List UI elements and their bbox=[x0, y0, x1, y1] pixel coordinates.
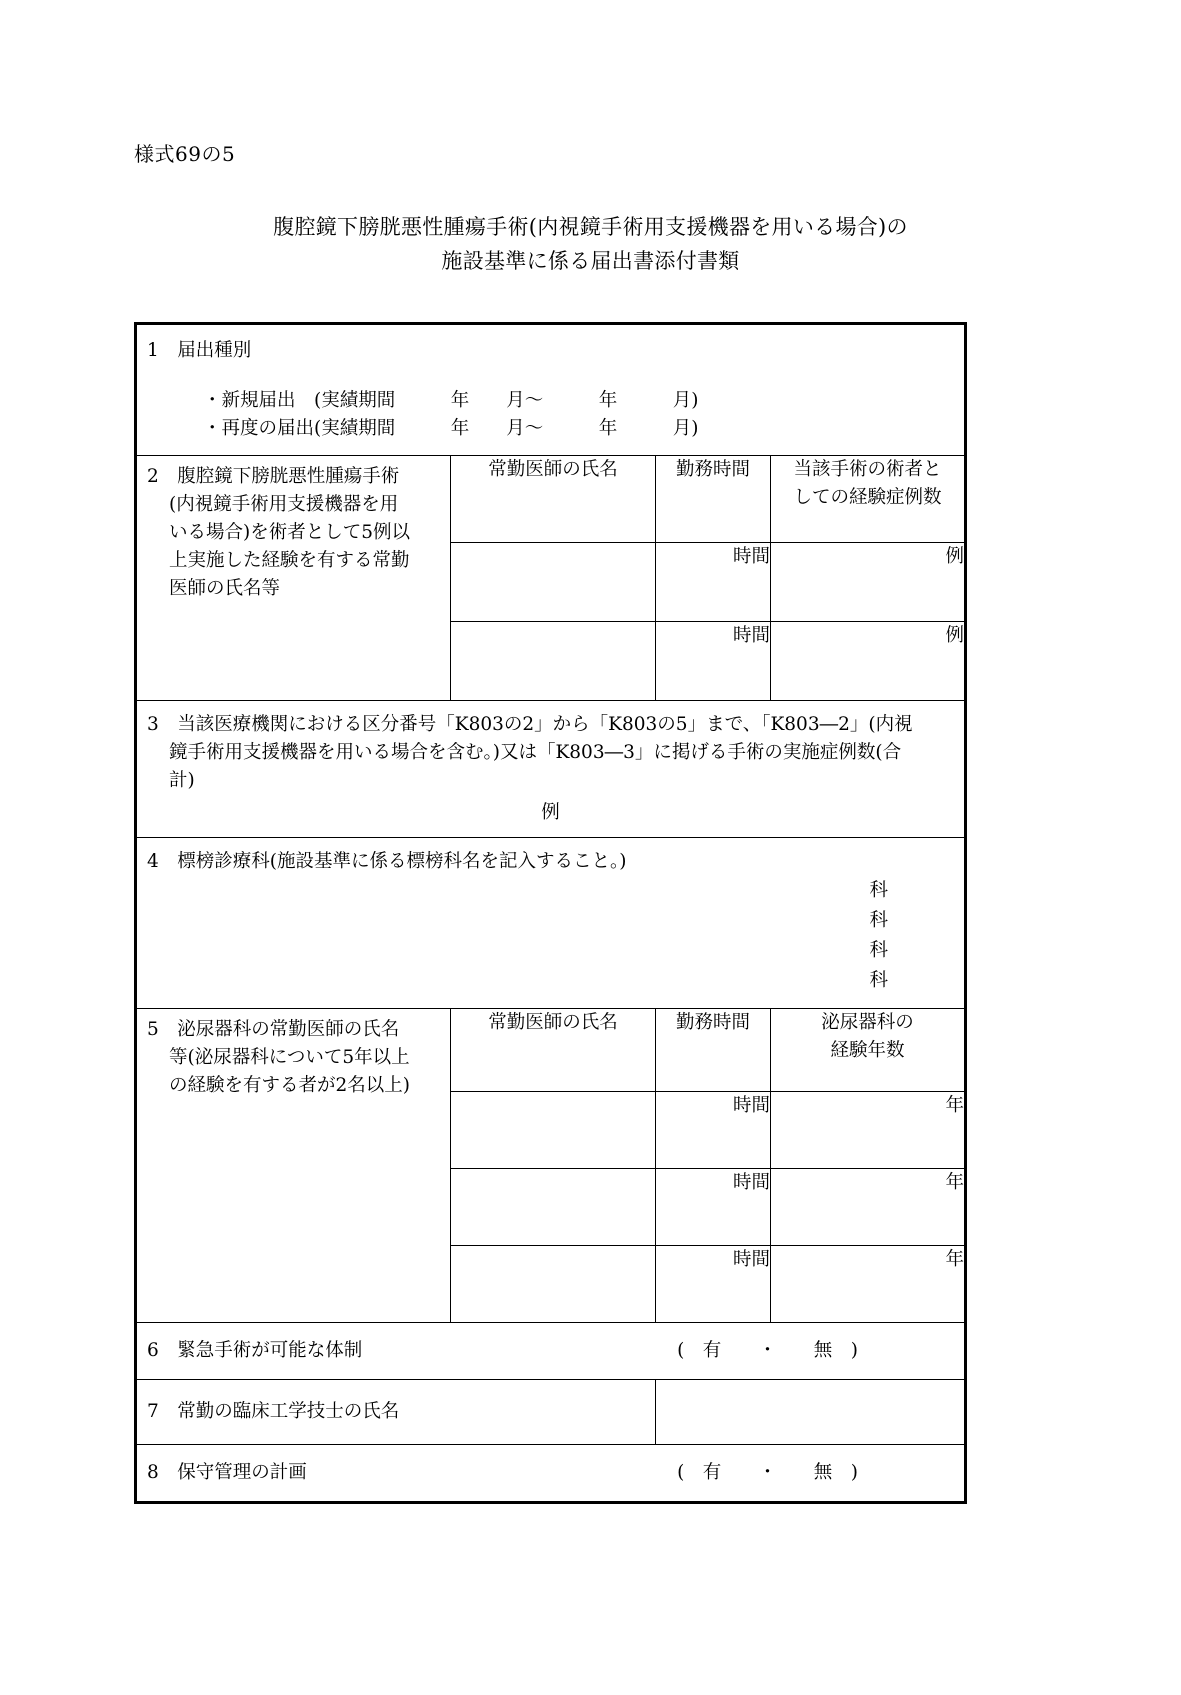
section-3-line-1: 3 当該医療機関における区分番号「K803の2」から「K803の5」まで、「K803―2」(内視 bbox=[147, 714, 913, 735]
title-line-1: 腹腔鏡下膀胱悪性腫瘍手術(内視鏡手術用支援機器を用いる場合)の bbox=[273, 215, 908, 239]
section-6-cell bbox=[136, 1323, 966, 1380]
section-2-label-line-4: 上実施した経験を有する常勤 bbox=[169, 550, 410, 571]
section-2-col-header-experience bbox=[771, 456, 966, 543]
section-4-department-3[interactable]: 科 bbox=[869, 940, 888, 961]
section-7-row bbox=[136, 1380, 966, 1445]
section-1-cell bbox=[136, 324, 966, 456]
section-2-name-input-2[interactable] bbox=[451, 622, 656, 701]
section-8-label: 8 保守管理の計画 bbox=[147, 1462, 307, 1483]
section-5-years-unit-3[interactable]: 年 bbox=[771, 1246, 966, 1323]
section-3-line-2: 鏡手術用支援機器を用いる場合を含む。)又は「K803―3」に掲げる手術の実施症例数(合 bbox=[169, 742, 902, 763]
section-3-row bbox=[136, 701, 966, 838]
section-5-col-header-years-line-1: 泌尿器科の bbox=[821, 1012, 914, 1033]
section-3-case-count-unit[interactable]: 例 bbox=[541, 802, 560, 823]
section-5-name-input-3[interactable] bbox=[451, 1246, 656, 1323]
section-2-cases-unit-2[interactable]: 例 bbox=[771, 622, 966, 701]
section-4-department-1[interactable]: 科 bbox=[869, 880, 888, 901]
section-2-col-header-experience-line-2: しての経験症例数 bbox=[793, 487, 942, 508]
section-2-col-header-name: 常勤医師の氏名 bbox=[451, 456, 656, 543]
section-3-line-3: 計) bbox=[169, 770, 195, 791]
section-7-label: 7 常勤の臨床工学技士の氏名 bbox=[147, 1401, 400, 1422]
section-3-cell bbox=[136, 701, 966, 838]
form-number: 様式69の5 bbox=[134, 142, 236, 166]
section-5-years-unit-1[interactable]: 年 bbox=[771, 1092, 966, 1169]
section-5-years-unit-2[interactable]: 年 bbox=[771, 1169, 966, 1246]
section-7-value-input[interactable] bbox=[656, 1380, 966, 1445]
section-2-label-line-3: いる場合)を術者として5例以 bbox=[169, 522, 410, 543]
section-5-col-header-hours: 勤務時間 bbox=[656, 1009, 771, 1092]
section-8-choice[interactable]: ( 有 ・ 無 ) bbox=[677, 1462, 858, 1483]
form-table bbox=[134, 322, 967, 1504]
section-2-cases-unit-1[interactable]: 例 bbox=[771, 543, 966, 622]
section-2-name-input-1[interactable] bbox=[451, 543, 656, 622]
section-5-header-row bbox=[136, 1009, 966, 1092]
section-2-hours-unit-2[interactable]: 時間 bbox=[656, 622, 771, 701]
section-5-col-header-years-line-2: 経験年数 bbox=[830, 1040, 905, 1061]
section-1-option-new[interactable]: ・新規届出 (実績期間 年 月～ 年 月) bbox=[203, 390, 699, 411]
section-5-hours-unit-2[interactable]: 時間 bbox=[656, 1169, 771, 1246]
section-2-label-line-5: 医師の氏名等 bbox=[169, 578, 281, 599]
section-4-department-2[interactable]: 科 bbox=[869, 910, 888, 931]
section-5-col-header-name: 常勤医師の氏名 bbox=[451, 1009, 656, 1092]
section-2-col-header-hours: 勤務時間 bbox=[656, 456, 771, 543]
section-2-hours-unit-1[interactable]: 時間 bbox=[656, 543, 771, 622]
section-6-label: 6 緊急手術が可能な体制 bbox=[147, 1340, 363, 1361]
section-2-label-cell bbox=[136, 456, 451, 701]
document-title bbox=[0, 210, 1181, 278]
section-5-name-input-1[interactable] bbox=[451, 1092, 656, 1169]
section-5-hours-unit-1[interactable]: 時間 bbox=[656, 1092, 771, 1169]
section-5-label-line-3: の経験を有する者が2名以上) bbox=[169, 1075, 410, 1096]
section-6-row bbox=[136, 1323, 966, 1380]
section-1-heading: 1 届出種別 bbox=[147, 340, 252, 361]
section-5-name-input-2[interactable] bbox=[451, 1169, 656, 1246]
section-4-row bbox=[136, 838, 966, 1009]
section-2-col-header-experience-line-1: 当該手術の術者と bbox=[793, 459, 942, 480]
section-1-option-renewal[interactable]: ・再度の届出(実績期間 年 月～ 年 月) bbox=[203, 418, 699, 439]
section-4-cell bbox=[136, 838, 966, 1009]
title-line-2: 施設基準に係る届出書添付書類 bbox=[441, 249, 740, 273]
section-5-hours-unit-3[interactable]: 時間 bbox=[656, 1246, 771, 1323]
section-2-label-line-2: (内視鏡手術用支援機器を用 bbox=[169, 494, 399, 515]
section-5-label-line-2: 等(泌尿器科について5年以上 bbox=[169, 1047, 410, 1068]
section-5-col-header-years bbox=[771, 1009, 966, 1092]
section-2-header-row bbox=[136, 456, 966, 543]
section-5-label-cell bbox=[136, 1009, 451, 1323]
section-2-label-line-1: 2 腹腔鏡下膀胱悪性腫瘍手術 bbox=[147, 466, 400, 487]
section-7-label-cell bbox=[136, 1380, 656, 1445]
section-8-row bbox=[136, 1445, 966, 1503]
section-5-label-line-1: 5 泌尿器科の常勤医師の氏名 bbox=[147, 1019, 400, 1040]
section-1-row bbox=[136, 324, 966, 456]
section-4-department-list bbox=[147, 876, 954, 996]
section-8-cell bbox=[136, 1445, 966, 1503]
section-4-heading: 4 標榜診療科(施設基準に係る標榜科名を記入すること。) bbox=[147, 851, 627, 872]
section-6-choice[interactable]: ( 有 ・ 無 ) bbox=[677, 1340, 858, 1361]
section-4-department-4[interactable]: 科 bbox=[869, 970, 888, 991]
